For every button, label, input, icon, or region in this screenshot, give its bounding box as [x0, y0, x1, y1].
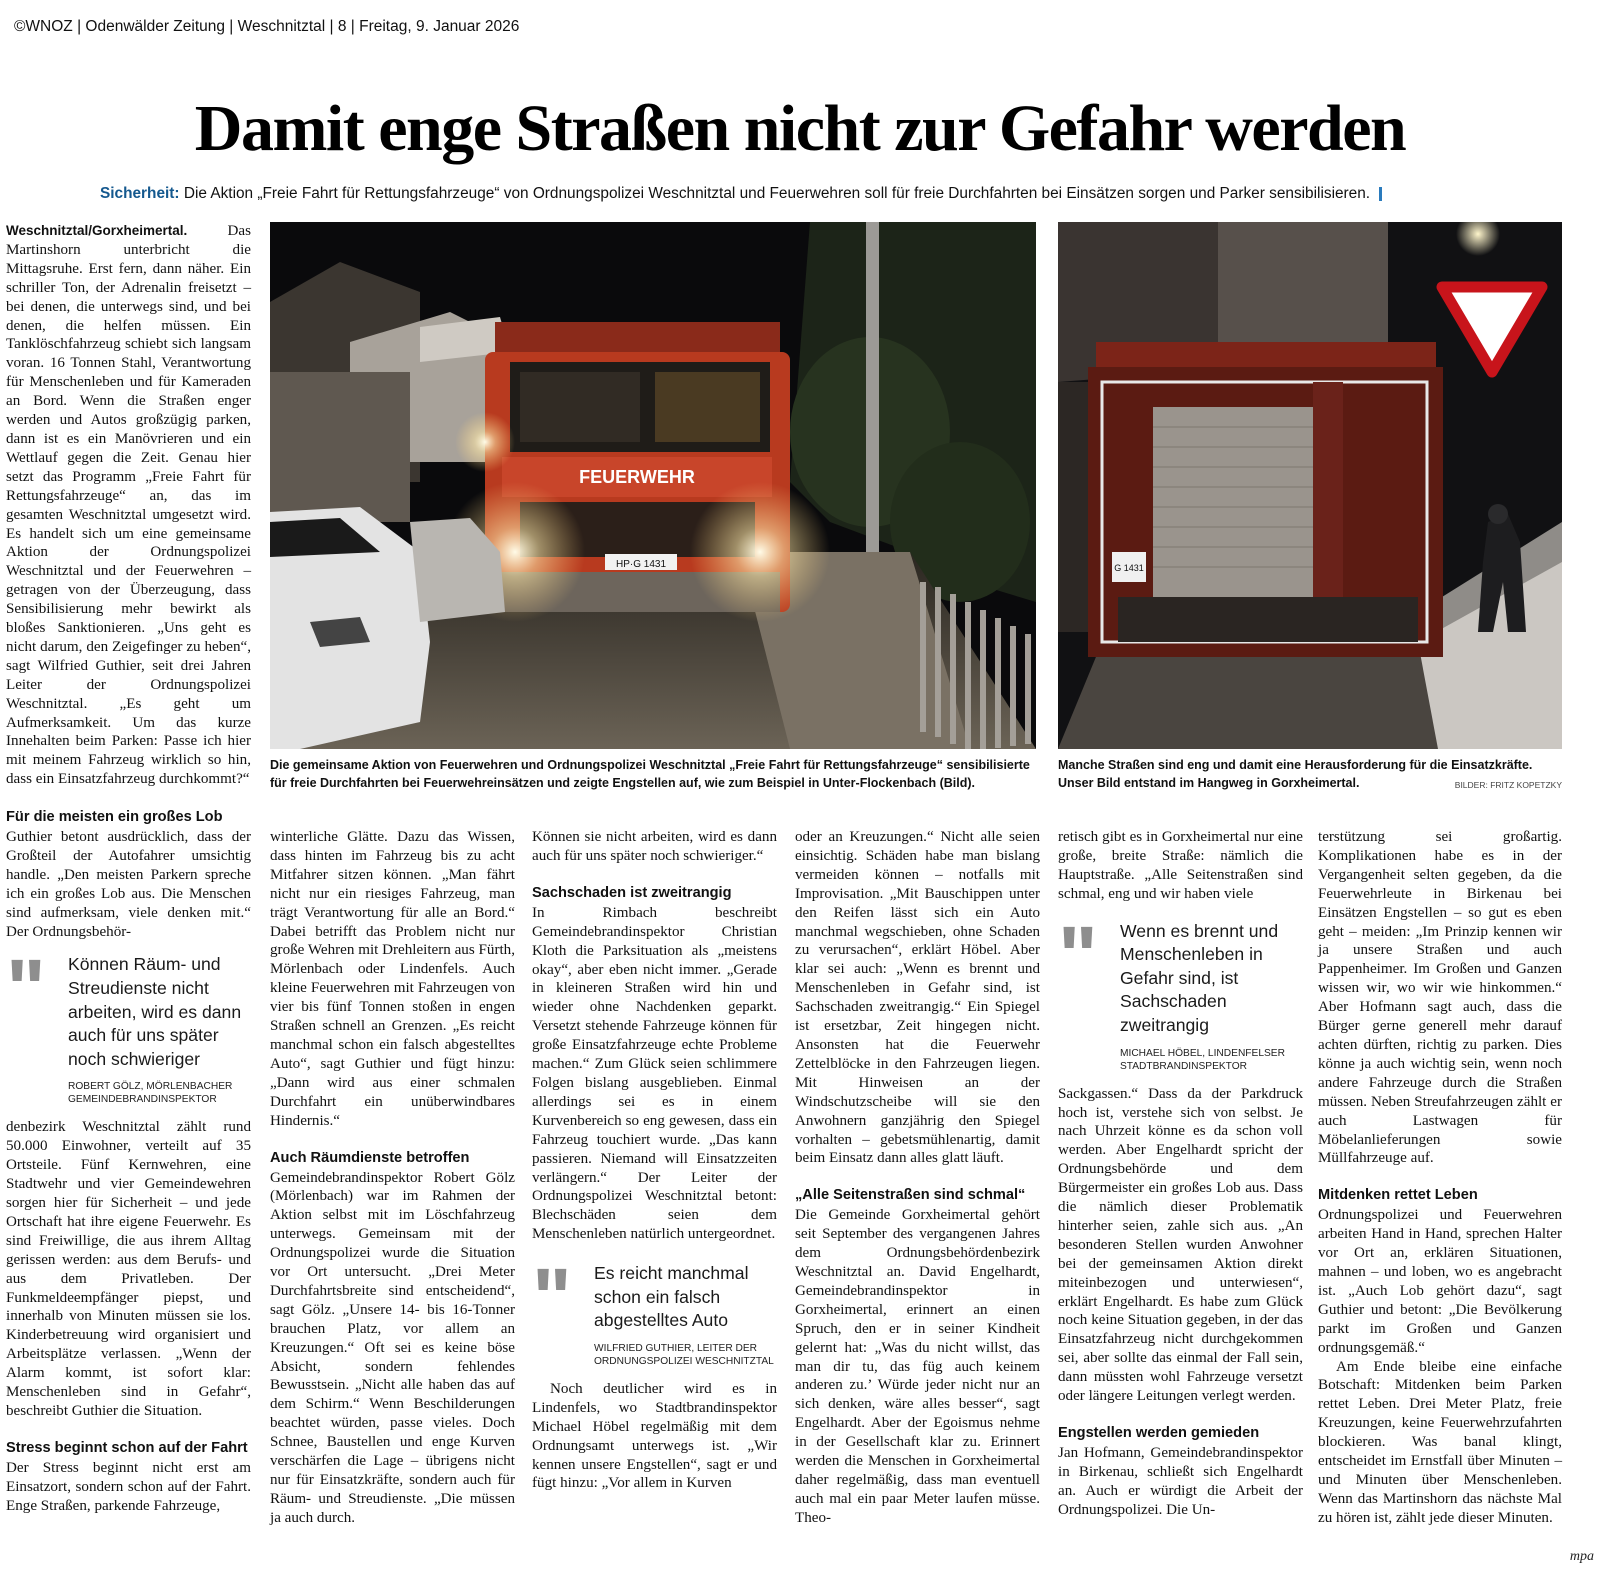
quote-mark-icon: "	[532, 1251, 566, 1346]
quote-guthier-author: WILFRIED GUTHIER, LEITER DER ORDNUNGSPOLIZEI WESCHNITZTAL	[594, 1342, 774, 1367]
column-2-text-a: winterliche Glätte. Dazu das Wissen, dass hinten im Fahrzeug bis zu acht Mitfahrer sitzen können. „Man fährt nicht nur ein riesiges Fahrzeug, man trägt Verantwortung für alle an Bord.“ Dabei betrifft das Problem nicht nur große Wehren mit Drehleitern aus Fürth, Mörlenbach oder Lindenfels. Auch kleine Feuerwehren mit Fahrzeugen von vier bis fünf Tonnen stoßen in engen Straßen schnell an Grenzen. „Es reicht manchmal schon ein falsch abgestelltes Auto“, sagt Guthier und fügt hinzu: „Dann wird aus einer schmalen Durchfahrt ein unüberwindbares Hindernis.“	[270, 829, 515, 1129]
column-3-text-a: Können sie nicht arbeiten, wird es dann auch für uns später noch schwieriger.“	[532, 829, 777, 864]
column-5-text-c: Jan Hofmann, Gemeindebrandinspektor in Birkenau, schließt sich Engelhardt an. Auch er würdigt die Arbeit der Ordnungspolizei. Die Un-	[1058, 1445, 1303, 1518]
column-5	[1058, 828, 1303, 1520]
quote-goelz-text: Können Räum- und Streudienste nicht arbeiten, wird es dann auch für uns später noch schwieriger	[68, 954, 242, 1069]
headline: Damit enge Straßen nicht zur Gefahr werden	[194, 92, 1406, 165]
subhead-lob: Für die meisten ein großes Lob	[6, 809, 223, 825]
photo-credit: BILDER: FRITZ KOPETZKY	[1454, 780, 1562, 790]
column-1-text-a: Guthier betont ausdrücklich, dass der Großteil der Autofahrer umsichtig handle. „Den meisten Parkern spreche ich ein großes Lob aus. Die Menschen sind aufmerksam, viele denken mit.“ Der Ordnungsbehör-	[6, 829, 251, 940]
column-5-text-a: retisch gibt es in Gorxheimertal nur eine große, breite Straße: nämlich die Hauptstraße. „Alle Seitenstraßen sind schmal, eng und wir haben viele	[1058, 829, 1303, 902]
column-3	[532, 828, 777, 1493]
subhead-seitenstrassen: „Alle Seitenstraßen sind schmal“	[795, 1187, 1026, 1204]
column-6-text-a: terstützung sei großartig. Komplikationen habe es in der Vergangenheit selten gegeben, da die Feuerwehrleute in Birkenau bei Einsätzen Engstellen – so gut es eben geht – meiden: „Im Prinzip kennen wir ja unsere Straßen und auch Pappenheimer. Im Großen und Ganzen wissen wir, wo wir wie hinkommen.“ Aber Hofmann sagt auch, dass die Bürger gerne generell mehr darauf achten dürften, richtig zu parken. Dies könne ja auch wichtig sein, wenn noch andere Fahrzeuge durch die Straßen müssen. Neben Streufahrzeugen zählt er auch Lastwagen für Möbelanlieferungen sowie Müllfahrzeuge auf.	[1318, 829, 1562, 1167]
photo-fire-truck-rear	[1058, 222, 1562, 749]
subline	[100, 185, 1370, 203]
column-2-text-b: Gemeindebrandinspektor Robert Gölz (Mörlenbach) war im Rahmen der Aktion selbst mit im Löschfahrzeug unterwegs. Gemeinsam mit der Ordnungspolizei wurde die Situation vor Ort untersucht. „Drei Meter Durchfahrtsbreite sind entscheidend“, sagt Gölz. „Unsere 14- bis 16-Tonner brauchen Platz, vor allem an Kreuzungen.“ Oft sei es keine böse Absicht, sondern fehlendes Bewusstsein. „Nicht alle haben das auf dem Schirm.“ Wenn Beschilderungen beachtet würden, passe vieles. Doch Schnee, Baustellen und enge Kurven verschärfen die Lage – übrigens nicht nur für Einsatzkräfte, sondern auch für Räum- und Streudienste. „Die müssen ja auch durch.	[270, 1169, 515, 1526]
subline-end-bar	[1379, 187, 1382, 201]
quote-goelz	[6, 942, 251, 1106]
subhead-stress: Stress beginnt schon auf der Fahrt	[6, 1439, 248, 1456]
column-5-text-b: Sackgassen.“ Dass da der Parkdruck hoch ist, verstehe sich von selbst. Je nach Uhrzeit könne es da schon voll werden. Aber Engelhardt spricht der Ordnungsbehörde und dem Bürgermeister ein großes Lob aus. Dass die nämlich dieser Problematik hinterher seien, zahle sich aus. „An besonderen Stellen wurden Anwohner bei der gemeinsamen Aktion direkt miteinbezogen und unterwiesen“, erklärt Engelhardt. Es habe zum Glück noch keine Situation gegeben, in der das Einsatzfahrzeug nicht durchgekommen sei, aber sollte das einmal der Fall sein, dann müssten wohl Fahrzeuge versetzt oder längere Leitungen verlegt werden.	[1058, 1085, 1303, 1405]
author-signature: mpa	[1569, 1549, 1594, 1564]
quote-hoebel	[1058, 908, 1303, 1073]
source-line: ©WNOZ | Odenwälder Zeitung | Weschnitztal | 8 | Freitag, 9. Januar 2026	[14, 18, 520, 35]
subhead-raeumdienste: Auch Räumdienste betroffen	[270, 1149, 470, 1166]
truck-plate-rear: G 1431	[1114, 563, 1144, 573]
fire-truck-front-image	[270, 222, 1036, 749]
subline-text: Die Aktion „Freie Fahrt für Rettungsfahrzeuge“ von Ordnungspolizei Weschnitztal und Feuerwehren soll für freie Durchfahrten bei Einsätzen sorgen und Parker sensibilisieren.	[179, 185, 1371, 202]
quote-hoebel-author: MICHAEL HÖBEL, LINDENFELSER STADTBRANDINSPEKTOR	[1120, 1047, 1285, 1072]
column-1-bottom	[6, 808, 251, 1516]
column-1-top	[6, 222, 251, 789]
subhead-mitdenken: Mitdenken rettet Leben	[1318, 1187, 1478, 1204]
column-4-text-b: Die Gemeinde Gorxheimertal gehört seit September des vergangenen Jahres dem Ordnungsbehördenbezirk Weschnitztal an. David Engelhardt, Gemeindebrandinspektor in Gorxheimertal, erinnert an einen Spruch, den er in seiner Kindheit gelernt hat: „Was du nicht willst, das man dir tu, das füg auch keinem anderen zu.’ Würde jeder nicht nur an sich denken, wäre alles besser“, sagt Engelhardt. Aber der Egoismus nehme in der Gesellschaft klar zu. Erinnert werden die Menschen in Gorxheimertal daher regelmäßig, dass man eventuell auch mal ein paar Meter laufen müsse. Theo-	[795, 1207, 1040, 1526]
subhead-sachschaden: Sachschaden ist zweitrangig	[532, 884, 732, 901]
column-1-text-c: Der Stress beginnt nicht erst am Einsatzort, sondern schon auf der Fahrt. Enge Straßen, parkende Fahrzeuge,	[6, 1459, 251, 1514]
quote-mark-icon: "	[6, 942, 40, 1037]
quote-guthier-text: Es reicht manchmal schon ein falsch abgestelltes Auto	[594, 1263, 749, 1331]
column-3-text-b: In Rimbach beschreibt Gemeindebrandinspektor Christian Kloth die Parksituation als „meistens okay“, aber eben nicht immer. „Gerade in kleineren Straßen wird hin und wieder ohne Nachdenken geparkt. Versetzt stehende Fahrzeuge können für große Einsatzfahrzeuge echte Probleme machen.“ Zum Glück seien schlimmere Folgen bislang ausgeblieben. Einmal allerdings sei es in einem Kurvenbereich so eng gewesen, dass ein Fahrzeug touchiert wurde. „Das kann passieren. Niemand will Einsatzzeiten verlängern.“ Der Leiter der Ordnungspolizei Weschnitztal betont: Blechschäden seien dem Menschenleben natürlich untergeordnet.	[532, 904, 777, 1243]
dateline: Weschnitztal/Gorxheimertal.	[6, 223, 188, 238]
subline-keyword: Sicherheit:	[100, 185, 180, 202]
column-2	[270, 828, 515, 1528]
photo-left-caption: Die gemeinsame Aktion von Feuerwehren und Ordnungspolizei Weschnitztal „Freie Fahrt für Rettungsfahrzeuge“ sensibilisierte für freie Durchfahrten bei Feuerwehreinsätzen und zeigte Engstellen auf, wie zum Beispiel in Unter-Flockenbach (Bild).	[270, 758, 1030, 790]
quote-guthier	[532, 1251, 777, 1368]
column-1-text-b: denbezirk Weschnitztal zählt rund 50.000 Einwohner, verteilt auf 35 Ortsteile. Fünf Kernwehren, eine Stadtwehr und vier Gemeindewehren sorgen hier für Sicherheit – und jede Ortschaft hat ihre eigene Feuerwehr. Es sind Freiwillige, die aus ihrem Alltag gerissen werden: aus dem Berufs- und aus dem Privatleben. Der Funkmeldeempfänger piepst, und innerhalb von Minuten müssen sie los. Kinderbetreuung wird organisiert und Arbeitsplätze verlassen. „Wenn der Alarm kommt, ist sofort klar: Menschenleben sind in Gefahr“, beschreibt Guthier die Situation.	[6, 1119, 251, 1419]
photo-fire-truck-front	[270, 222, 1036, 749]
truck-label: FEUERWEHR	[579, 467, 695, 487]
column-3-text-c: Noch deutlicher wird es in Lindenfels, wo Stadtbrandinspektor Michael Höbel regelmäßig mit dem Ordnungsamt unterwegs ist. „Wir kennen unsere Engstellen“, sagt er und fügt hinzu: „Vor allem in Kurven	[532, 1380, 777, 1492]
column-4-text-a: oder an Kreuzungen.“ Nicht alle seien einsichtig. Schäden habe man bislang vermeiden können – notfalls mit Improvisation. „Mit Bauschippen unter den Reifen lässt sich ein Auto manchmal wegschieben, ohne Schaden zu verursachen“, erklärt Höbel. Aber klar sei auch: „Wenn es brennt und Menschenleben in Gefahr sind, ist Sachschaden zweitrangig.“ Ein Spiegel ist ersetzbar, Zeit hingegen nicht. Ansonsten hat die Feuerwehr Zettelblöcke in den Fahrzeugen liegen. Mit Hinweisen an der Windschutzscheibe will sie den Anwohnern ganzjährig den Spiegel vorhalten – gebetsmühlenartig, damit beim Einsatz dann alles glatt läuft.	[795, 829, 1040, 1167]
quote-mark-icon: "	[1058, 908, 1092, 1003]
photo-right-caption: Manche Straßen sind eng und damit eine Herausforderung für die Einsatzkräfte. Unser Bild entstand im Hangweg in Gorxheimertal.	[1058, 758, 1533, 790]
truck-plate-front: HP·G 1431	[615, 559, 667, 570]
quote-goelz-author: ROBERT GÖLZ, MÖRLENBACHER GEMEINDEBRANDINSPEKTOR	[68, 1081, 233, 1106]
column-4	[795, 828, 1040, 1528]
column-6-text-c: Am Ende bleibe eine einfache Botschaft: Mitdenken beim Parken rettet Leben. Drei Meter Platz, freie Kreuzungen, keine Feuerwehrzufahrten blockieren. Was banal klingt, entscheidet im Ernstfall über Minuten – und Minuten über Menschenleben. Wenn das Martinshorn das nächste Mal zu hören ist, zählt jede dieser Minuten.	[1318, 1358, 1562, 1526]
subhead-engstellen: Engstellen werden gemieden	[1058, 1425, 1260, 1441]
column-6	[1318, 828, 1562, 1528]
intro-paragraph: Das Martinshorn unterbricht die Mittagsruhe. Erst fern, dann näher. Ein schriller Ton, der Adrenalin freisetzt – bei denen, die unterwegs sind, und bei denen, die helfen müssen. Ein Tanklöschfahrzeug schiebt sich langsam voran. 16 Tonnen Stahl, Verantwortung für Menschenleben und für Kameraden an Bord. Wenn die Straßen enger werden und Autos großzügig parken, dann ist es ein Manövrieren und ein Wettlauf gegen die Zeit. Genau hier setzt das Programm „Freie Fahrt für Rettungsfahrzeuge“ an, das im gesamten Weschnitztal umgesetzt wird. Es handelt sich um eine gemeinsame Aktion der Ordnungspolizei Weschnitztal und der Feuerwehren – getragen von der Überzeugung, dass Sensibilisierung mehr bewirkt als bloßes Sanktionieren. „Uns geht es nicht darum, den Zeigefinger zu heben“, sagt Wilfried Guthier, seit drei Jahren Leiter der Ordnungspolizei Weschnitztal. „Es geht um Aufmerksamkeit. Um das kurze Innehalten beim Parken: Passe ich hier mit meinem Fahrzeug wirklich so hin, dass ein Einsatzfahrzeug durchkommt?“	[6, 223, 251, 788]
column-6-text-b: Ordnungspolizei und Feuerwehren arbeiten Hand in Hand, sprechen Halter vor Ort an, erklären Situationen, mahnen – und loben, wo es angebracht ist. „Auch Lob gehört dazu“, sagt Guthier und betont: „Die Bevölkerung parkt im Großen und Ganzen ordnungsgemäß.“	[1318, 1207, 1562, 1356]
fire-truck-rear-image	[1058, 222, 1562, 749]
quote-hoebel-text: Wenn es brennt und Menschenleben in Gefahr sind, ist Sachschaden zweitrangig	[1120, 920, 1279, 1035]
